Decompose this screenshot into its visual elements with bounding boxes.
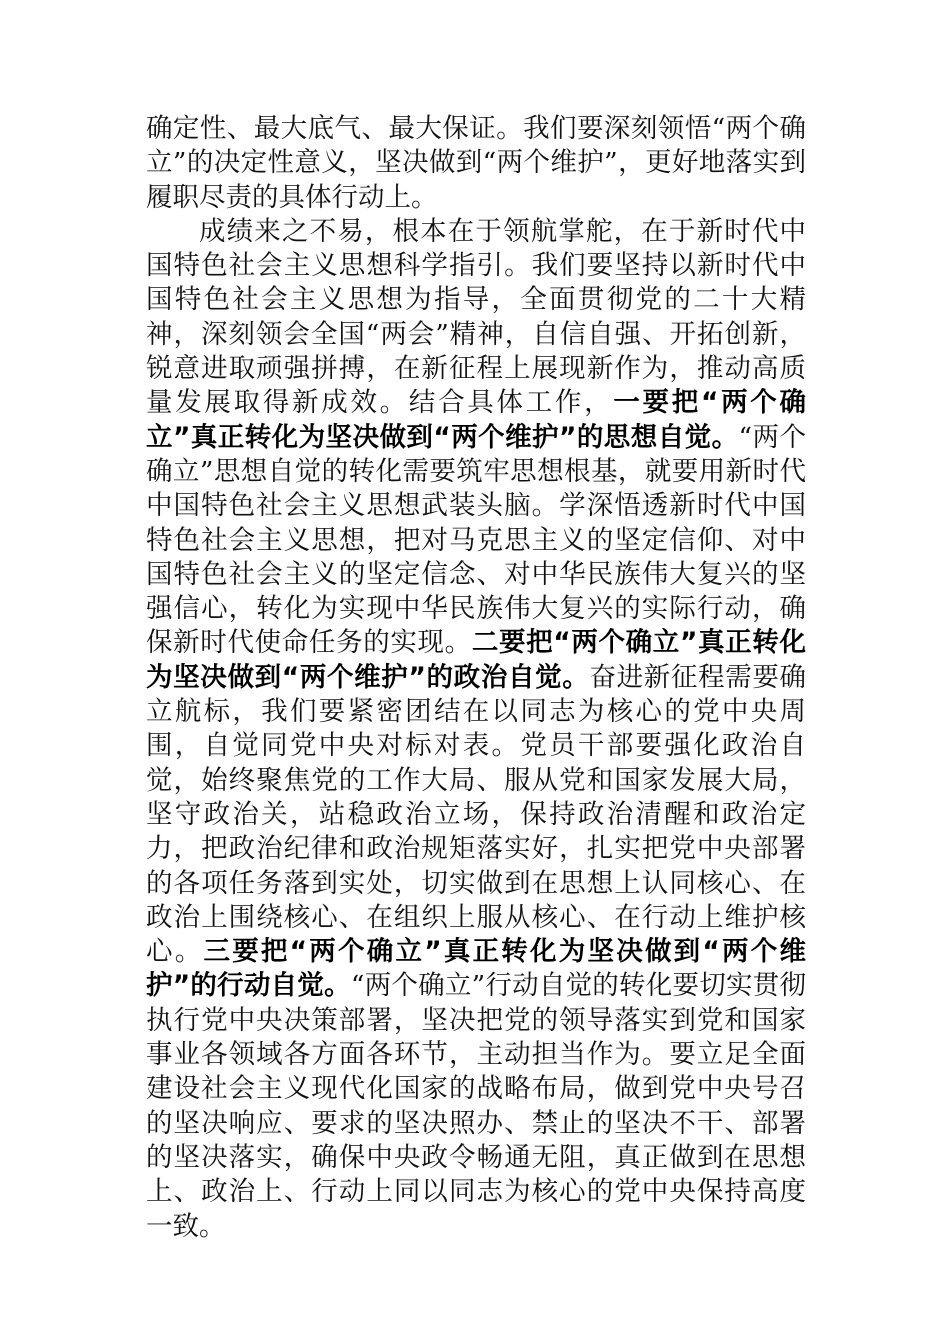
paragraph-1-text: 确定性、最大底气、最大保证。我们要深刻领悟“两个确立”的决定性意义，坚决做到“两个维护”，更好地落实到履职尽责的具体行动上。	[146, 113, 806, 213]
paragraph-2	[146, 215, 806, 1244]
paragraph-1	[146, 112, 806, 215]
paragraph-2-text-2: “两个确立”思想自觉的转化需要筑牢思想根基，就要用新时代中国特色社会主义思想武装头脑。学深悟透新时代中国特色社会主义思想，把对马克思主义的坚定信仰、对中国特色社会主义的坚定信念、对中华民族伟大复兴的坚强信心，转化为实现中华民族伟大复兴的实际行动，确保新时代使命任务的实现。	[146, 421, 806, 659]
document-page	[146, 112, 806, 1244]
paragraph-2-text-4: “两个确立”行动自觉的转化要切实贯彻执行党中央决策部署，坚决把党的领导落实到党和国家事业各领域各方面各环节，主动担当作为。要立足全面建设社会主义现代化国家的战略布局，做到党中央号召的坚决响应、要求的坚决照办、禁止的坚决不干、部署的坚决落实，确保中央政令畅通无阻，真正做到在思想上、政治上、行动上同以同志为核心的党中央保持高度一致。	[146, 970, 806, 1242]
key-point-3: 三要把“两个确立”真正转化为坚决做到“两个维护”的行动自觉。	[146, 936, 807, 1002]
paragraph-2-text-1: 成绩来之不易，根本在于领航掌舵，在于新时代中国特色社会主义思想科学指引。我们要坚持以新时代中国特色社会主义思想为指导，全面贯彻党的二十大精神，深刻领会全国“两会”精神，自信自强、开拓创新，锐意进取顽强拼搏，在新征程上展现新作为，推动高质量发展取得新成效。结合具体工作，	[146, 215, 806, 419]
paragraph-2-text-3: 奋进新征程需要确立航标，我们要紧密团结在以同志为核心的党中央周围，自觉同党中央对标对表。党员干部要强化政治自觉，始终聚焦党的工作大局、服从党和国家发展大局，坚守政治关，站稳政治立场，保持政治清醒和政治定力，把政治纪律和政治规矩落实好，扎实把党中央部署的各项任务落到实处，切实做到在思想上认同核心、在政治上围绕核心、在组织上服从核心、在行动上维护核心。	[146, 661, 807, 968]
key-point-2: 二要把“两个确立”真正转化为坚决做到“两个维护”的政治自觉。	[146, 627, 806, 693]
key-point-1: 一要把“两个确立”真正转化为坚决做到“两个维护”的思想自觉。	[146, 387, 807, 453]
